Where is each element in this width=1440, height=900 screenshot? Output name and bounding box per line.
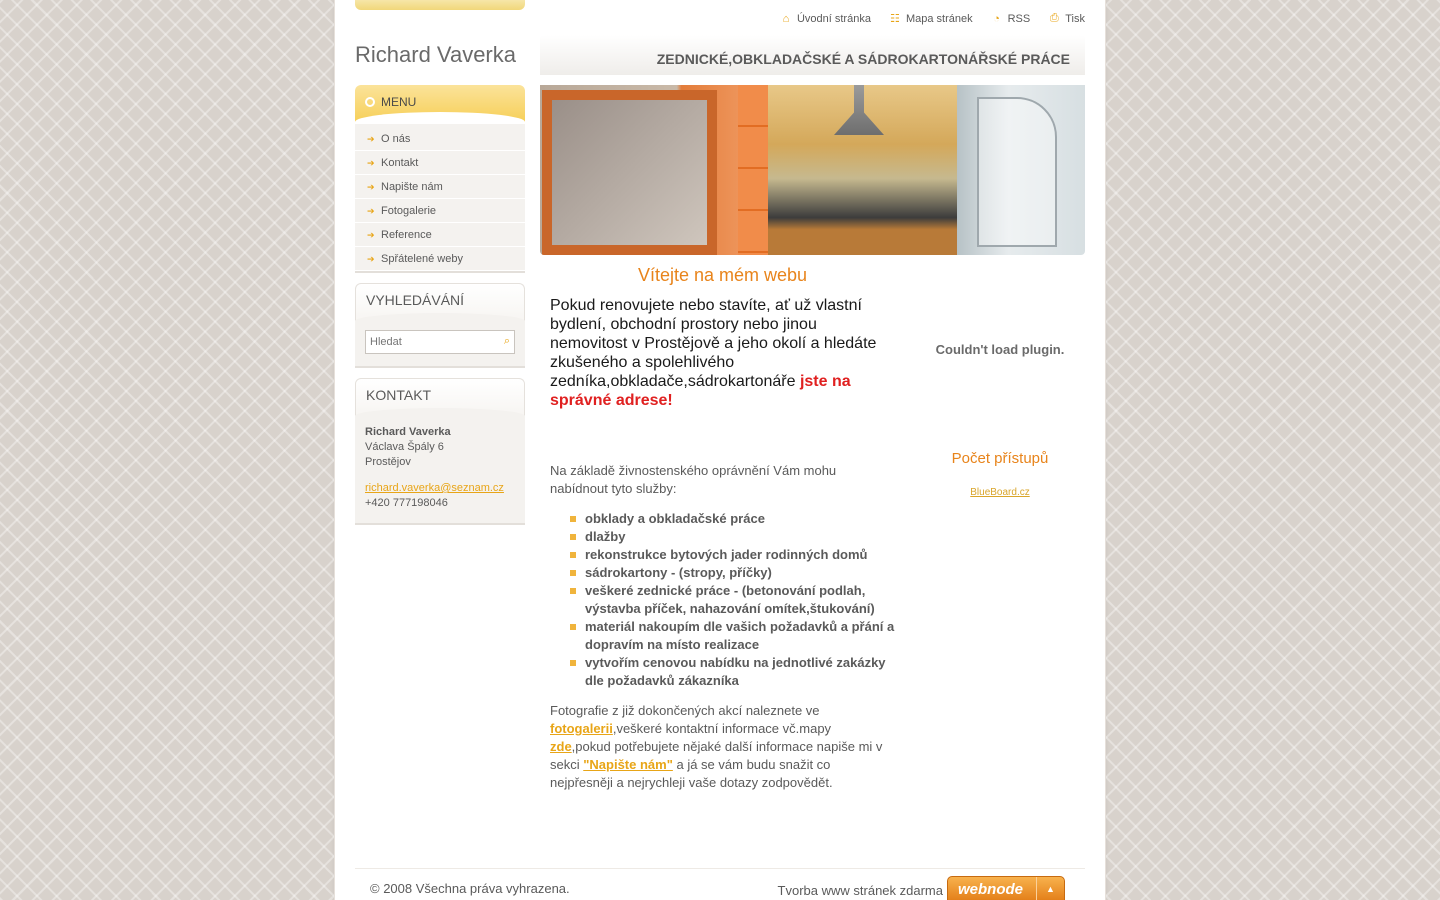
menu-title: MENU — [381, 95, 417, 109]
contact-city: Prostějov — [365, 456, 411, 468]
menu-list — [355, 123, 525, 273]
service-text: rekonstrukce bytových jader rodinných domů — [585, 547, 868, 562]
menu-item-kontakt[interactable] — [355, 151, 525, 175]
services-intro: Na základě živnostenského oprávnění Vám mohu nabídnout tyto služby: — [550, 463, 837, 496]
intro-text — [550, 296, 895, 410]
closing-text-1: Fotografie z již dokončených akcí naleznete ve — [550, 703, 820, 718]
sidebar — [355, 85, 525, 525]
square-bullet-icon — [570, 624, 576, 630]
welcome-heading: Vítejte na mém webu — [637, 265, 808, 285]
contact-email-link[interactable]: richard.vaverka@seznam.cz — [365, 482, 504, 494]
services-list — [570, 510, 895, 690]
menu-item-label: Kontakt — [381, 157, 419, 169]
page-container — [335, 0, 1105, 900]
rss-icon: ◔ — [993, 12, 1000, 25]
closing-text-3: ,pokud potřebujete nějaké další informace napiše mi v sekci — [550, 739, 883, 772]
search-box-title: VYHLEDÁVÁNÍ — [355, 283, 525, 321]
slogan-text: ZEDNICKÉ,OBKLADAČSKÉ A SÁDROKARTONÁŘSKÉ PRÁCE — [656, 51, 1070, 67]
menu-item-fotogalerie[interactable] — [355, 199, 525, 223]
arrow-right-icon: ➔ — [367, 134, 375, 144]
arrow-right-icon: ➔ — [367, 254, 375, 264]
chevron-up-icon[interactable]: ▲ — [1036, 877, 1064, 900]
list-item — [570, 510, 895, 528]
contact-box-body — [355, 416, 525, 525]
made-with-text[interactable]: Tvorba www stránek zdarma — [777, 883, 943, 898]
contact-box-title: KONTAKT — [355, 378, 525, 416]
header-photo — [540, 85, 1085, 255]
photo-kitchen — [768, 85, 957, 255]
blueboard-link[interactable]: BlueBoard.cz — [970, 487, 1030, 498]
service-text: sádrokartony - (stropy, příčky) — [585, 565, 772, 580]
menu-item-o-nas[interactable] — [355, 127, 525, 151]
closing-paragraph — [550, 702, 895, 792]
arrow-right-icon: ➔ — [367, 206, 375, 216]
intro-highlight: jste na správné adrese! — [550, 373, 851, 409]
contact-box — [355, 378, 525, 525]
home-link-label: Úvodní stránka — [796, 12, 871, 25]
menu-item-reference[interactable] — [355, 223, 525, 247]
square-bullet-icon — [570, 534, 576, 540]
contact-name: Richard Vaverka — [365, 426, 451, 438]
top-links — [780, 12, 1085, 25]
sitemap-icon: ☷ — [890, 13, 900, 25]
list-item — [570, 582, 895, 618]
closing-text-2: ,veškeré kontaktní informace vč.mapy — [612, 721, 832, 736]
footer — [355, 868, 1085, 900]
print-link-label: Tisk — [1065, 12, 1085, 25]
service-text: materiál nakoupím dle vašich požadavků a přání a dopravím na místo realizace — [585, 619, 895, 652]
napiste-nam-link[interactable]: "Napište nám" — [583, 757, 673, 772]
arrow-right-icon: ➔ — [367, 230, 375, 240]
menu-item-napiste-nam[interactable] — [355, 175, 525, 199]
site-logo[interactable]: Richard Vaverka — [355, 42, 516, 67]
webnode-logo: webnode — [958, 881, 1024, 898]
list-item — [570, 546, 895, 564]
rss-link[interactable] — [991, 12, 1031, 25]
service-text: vytvořím cenovou nabídku na jednotlivé zakázky dle požadavků zákazníka — [585, 655, 886, 688]
menu-item-label: Spřátelené weby — [381, 253, 463, 265]
main-content — [550, 265, 895, 792]
service-text: obklady a obkladačské práce — [585, 511, 765, 526]
kontakt-zde-link[interactable]: zde — [550, 739, 572, 754]
menu-item-label: Fotogalerie — [381, 205, 437, 217]
home-link[interactable] — [780, 12, 871, 25]
webnode-badge[interactable] — [947, 876, 1065, 900]
search-box-body — [355, 321, 525, 368]
menu-header — [355, 85, 525, 123]
square-bullet-icon — [570, 588, 576, 594]
sitemap-link-label: Mapa stránek — [905, 12, 973, 25]
list-item — [570, 618, 895, 654]
menu-item-label: Napište nám — [381, 181, 443, 193]
arrow-right-icon: ➔ — [367, 158, 375, 168]
fotogalerie-link[interactable]: fotogalerii — [550, 721, 613, 736]
square-bullet-icon — [570, 516, 576, 522]
right-column — [915, 330, 1085, 498]
search-box — [355, 283, 525, 368]
list-item — [570, 528, 895, 546]
top-tab-decoration — [355, 0, 525, 10]
print-icon: ⎙ — [1049, 12, 1059, 24]
rss-link-label: RSS — [1007, 12, 1031, 25]
menu-item-label: Reference — [381, 229, 432, 241]
copyright-text: © 2008 Všechna práva vyhrazena. — [370, 881, 570, 896]
list-item — [570, 654, 895, 690]
search-input[interactable] — [370, 336, 490, 348]
contact-street: Václava Špály 6 — [365, 441, 444, 453]
arrow-right-icon: ➔ — [367, 182, 375, 192]
closing-text-4: a já se vám budu snažit co nejpřesněji a nejrychleji vaše dotazy zodpovědět. — [550, 757, 833, 790]
menu-item-spratelene-weby[interactable] — [355, 247, 525, 271]
square-bullet-icon — [570, 660, 576, 666]
contact-phone: +420 777198046 — [365, 497, 448, 509]
plugin-error-message: Couldn't load plugin. — [935, 342, 1065, 357]
print-link[interactable] — [1048, 12, 1085, 25]
list-item — [570, 564, 895, 582]
service-text: veškeré zednické práce - (betonování podlah, výstavba příček, nahazování omítek,štukování) — [585, 583, 875, 616]
square-bullet-icon — [570, 552, 576, 558]
menu-item-label: O nás — [381, 133, 411, 145]
menu-bullet-icon — [365, 97, 375, 107]
intro-body: Pokud renovujete nebo stavíte, ať už vlastní bydlení, obchodní prostory nebo jinou nemovitost v Prostějově a jeho okolí a hledáte zkušeného a spolehlivého zedníka,obkladače,sádrokartonáře — [550, 297, 877, 390]
site-slogan — [540, 35, 1085, 75]
photo-shower — [957, 85, 1085, 255]
photo-bathroom-mirror — [540, 85, 768, 255]
square-bullet-icon — [570, 570, 576, 576]
service-text: dlažby — [585, 529, 626, 544]
search-field-wrapper — [365, 330, 515, 354]
sitemap-link[interactable] — [889, 12, 973, 25]
search-icon[interactable]: ⌕ — [503, 335, 510, 347]
counter-title: Počet přístupů — [951, 450, 1049, 467]
home-icon: ⌂ — [782, 12, 790, 25]
